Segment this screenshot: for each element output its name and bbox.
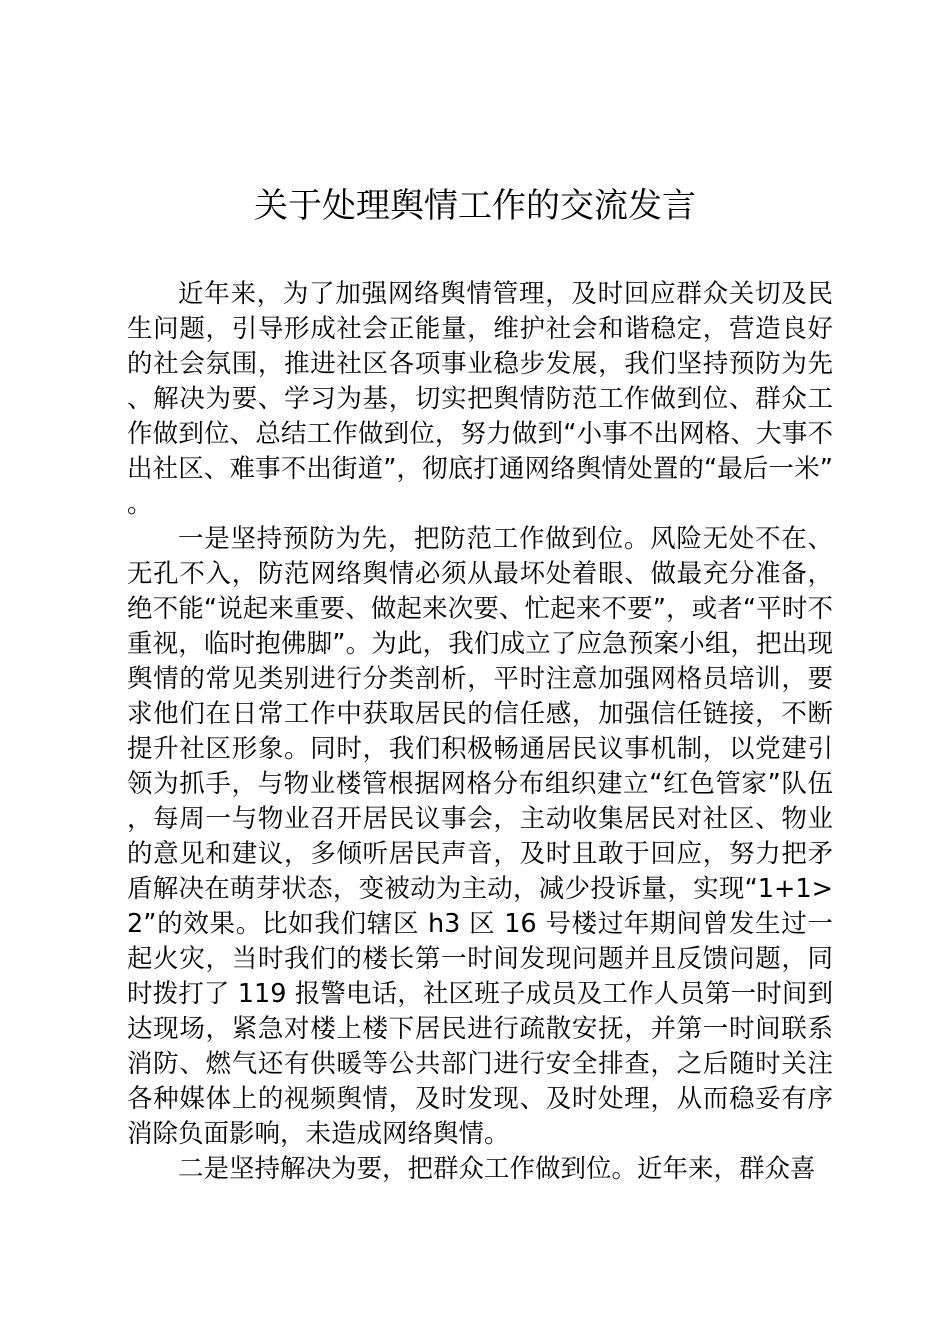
document-body [127, 277, 833, 1187]
document-title: 关于处理舆情工作的交流发言 [254, 186, 696, 226]
paragraph-solving: 二是坚持解决为要，把群众工作做到位。近年来，群众喜 [178, 1154, 816, 1184]
paragraph-prevention: 一是坚持预防为先，把防范工作做到位。风险无处不在、无孔不入，防范网络舆情必须从最坏处着眼、做最充分准备，绝不能“说起来重要、做起来次要、忙起来不要”，或者“平时不重视，临时抱佛脚”。为此，我们成立了应急预案小组，把出现舆情的常见类别进行分类剖析，平时注意加强网格员培训，要求他们在日常工作中获取居民的信任感，加强信任链接，不断提升社区形象。同时，我们积极畅通居民议事机制，以党建引领为抓手，与物业楼管根据网格分布组织建立“红色管家”队伍，每周一与物业召开居民议事会，主动收集居民对社区、物业的意见和建议，多倾听居民声音，及时且敢于回应，努力把矛盾解决在萌芽状态，变被动为主动，减少投诉量，实现“1+1>2”的效果。比如我们辖区 h3 区 16 号楼过年期间曾发生过一起火灾，当时我们的楼长第一时间发现问题并且反馈问题，同时拨打了 119 报警电话，社区班子成员及工作人员第一时间到达现场，紧急对楼上楼下居民进行疏散安抚，并第一时间联系消防、燃气还有供暖等公共部门进行安全排查，之后随时关注各种媒体上的视频舆情，及时发现、及时处理，从而稳妥有序消除负面影响，未造成网络舆情。 [127, 524, 833, 1149]
paragraph-intro: 近年来，为了加强网络舆情管理，及时回应群众关切及民生问题，引导形成社会正能量，维护社会和谐稳定，营造良好的社会氛围，推进社区各项事业稳步发展，我们坚持预防为先、解决为要、学习为基，切实把舆情防范工作做到位、群众工作做到位、总结工作做到位，努力做到“小事不出网格、大事不出社区、难事不出街道”，彻底打通网络舆情处置的“最后一米”。 [127, 279, 833, 519]
